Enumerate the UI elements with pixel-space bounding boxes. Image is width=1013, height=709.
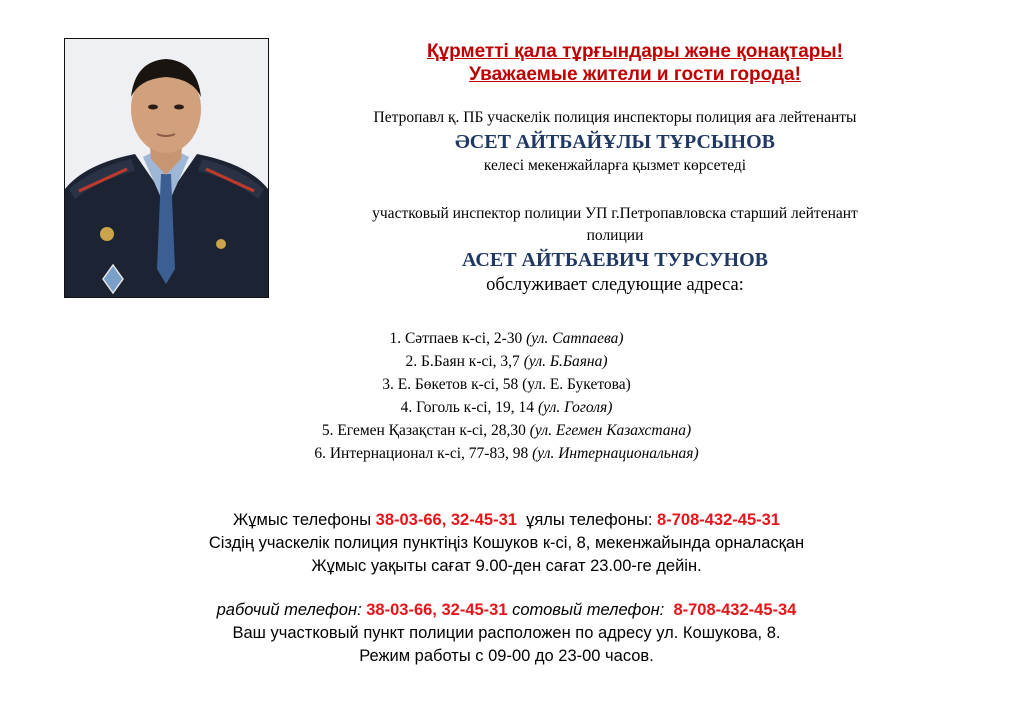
address-kz: 3. Е. Бөкетов к-сі, 58 xyxy=(382,376,523,393)
address-ru: (ул. Б.Баяна) xyxy=(523,353,608,370)
officer-name-ru: АСЕТ АЙТБАЕВИЧ ТУРСУНОВ xyxy=(461,249,768,271)
address-kz: 2. Б.Баян к-сі, 3,7 xyxy=(405,353,524,370)
work-phone-label-kz: Жұмыс телефоны xyxy=(233,511,376,529)
address-ru: (ул. Интернациональная) xyxy=(532,445,699,462)
phones-kz xyxy=(0,510,1013,531)
mobile-phone-label-kz: ұялы телефоны: xyxy=(516,511,658,529)
officer-title-ru-line1: участковый инспектор полиции УП г.Петропавловска старший лейтенант xyxy=(372,205,858,222)
address-kz: 1. Сәтпаев к-сі, 2-30 xyxy=(389,330,527,347)
mobile-phone-ru: 8-708-432-45-34 xyxy=(673,601,797,619)
address-ru: (ул. Сатпаева) xyxy=(526,330,624,347)
work-phone-label-ru: рабочий телефон: xyxy=(216,601,367,619)
officer-portrait-icon xyxy=(65,39,268,297)
greeting-ru: Уважаемые жители и гости города! xyxy=(469,64,801,85)
officer-title-kz: Петропавл қ. ПБ учаскелік полиция инспекторы полиция аға лейтенанты xyxy=(373,109,857,126)
address-kz: 6. Интернационал к-сі, 77-83, 98 xyxy=(314,445,533,462)
location-ru: Ваш участковый пункт полиции расположен по адресу ул. Кошукова, 8. xyxy=(232,624,781,642)
phones-ru xyxy=(0,600,1013,621)
mobile-phone-label-ru: сотовый телефон: xyxy=(507,601,674,619)
hours-ru: Режим работы с 09-00 до 23-00 часов. xyxy=(359,647,654,665)
greeting-kz: Құрметті қала тұрғындары және қонақтары! xyxy=(427,41,843,62)
address-kz: 4. Гоголь к-сі, 19, 14 xyxy=(400,399,538,416)
address-item xyxy=(0,353,1013,371)
work-phones-kz: 38-03-66, 32-45-31 xyxy=(375,511,517,529)
address-kz: 5. Егемен Қазақстан к-сі, 28,30 xyxy=(321,422,530,439)
officer-title-ru-line2: полиции xyxy=(586,227,644,244)
officer-photo xyxy=(64,38,269,298)
officer-name-kz: ӘСЕТ АЙТБАЙҰЛЫ ТҰРСЫНОВ xyxy=(455,131,775,153)
address-ru: (ул. Гоголя) xyxy=(537,399,613,416)
address-ru: (ул. Е. Букетова) xyxy=(522,376,631,393)
serves-text-ru: обслуживает следующие адреса: xyxy=(486,275,744,295)
serves-text-kz: келесі мекенжайларға қызмет көрсетеді xyxy=(483,157,747,174)
address-item xyxy=(0,422,1013,440)
address-item xyxy=(0,445,1013,463)
address-ru: (ул. Егемен Казахстана) xyxy=(529,422,692,439)
address-item xyxy=(0,399,1013,417)
address-item xyxy=(0,376,1013,394)
work-phones-ru: 38-03-66, 32-45-31 xyxy=(366,601,508,619)
hours-kz: Жұмыс уақыты сағат 9.00-ден сағат 23.00-ге дейін. xyxy=(311,557,702,575)
address-item xyxy=(0,330,1013,348)
mobile-phone-kz: 8-708-432-45-31 xyxy=(657,511,780,529)
location-kz: Сіздің учаскелік полиция пунктіңіз Кошуков к-сі, 8, мекенжайында орналасқан xyxy=(208,534,805,552)
